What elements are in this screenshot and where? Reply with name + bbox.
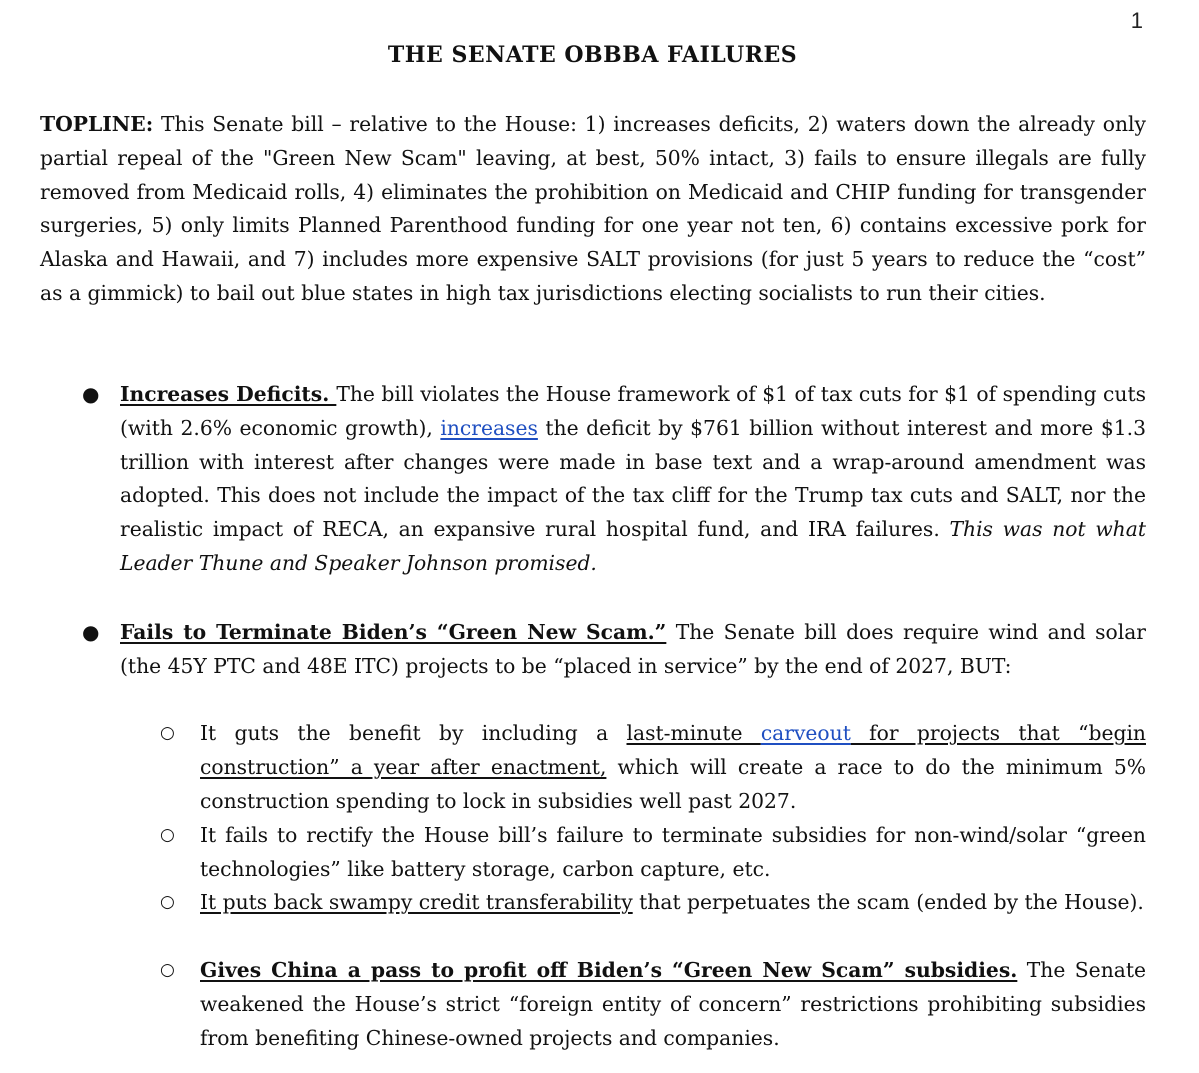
sub-item-underlined-text: for projects that “begin construction” a year after enactment, <box>200 721 1146 779</box>
sub-item-green-technologies: It fails to rectify the House bill’s failure to terminate subsidies for non-wind/solar “green technologies” like battery storage, carbon capture, etc. <box>200 823 1146 881</box>
topline-paragraph <box>40 108 1146 311</box>
sub-item-underlined-text: last-minute <box>626 721 761 745</box>
sub-item-carveout <box>200 717 1146 818</box>
sub-item-text: which will create a race to do the minimum 5% construction spending to lock in subsidies well past 2027. <box>200 754 1147 813</box>
topline-text: This Senate bill – relative to the House: 1) increases deficits, 2) waters down the already only partial repeal of the "Green New Scam" leaving, at best, 50% intact, 3) fails to ensure illegals are fully removed from Medicaid rolls, 4) eliminates the prohibition on Medicaid and CHIP funding for transgender surgeries, 5) only limits Planned Parenthood funding for one year not ten, 6) contains excessive pork for Alaska and Hawaii, and 7) includes more expensive SALT provisions (for just 5 years to reduce the “cost” as a gimmick) to bail out blue states in high tax jurisdictions electing socialists to run their cities. <box>40 112 1146 305</box>
sub-item-heading: Gives China a pass to profit off Biden’s “Green New Scam” subsidies. <box>200 958 1018 982</box>
bullet-text: The bill violates the House framework of $1 of tax cuts for $1 of spending cuts (with 2.6% economic growth), <box>120 382 1147 440</box>
bullet-green-new-scam <box>120 616 1146 684</box>
sub-item-text: It guts the benefit by including a <box>200 721 627 745</box>
sub-item-china-pass <box>200 954 1146 1055</box>
bullet-disc-icon: ● <box>82 382 100 406</box>
sub-bullet-circle-icon: ○ <box>160 825 175 845</box>
sub-bullet-circle-icon: ○ <box>160 723 175 743</box>
carveout-link[interactable]: carveout <box>760 721 851 745</box>
sub-item-transferability <box>200 886 1146 920</box>
page-number: 1 <box>1130 8 1143 33</box>
bullet-increases-deficits <box>120 378 1146 581</box>
bullet-heading: Increases Deficits. <box>120 382 337 406</box>
document-title: THE SENATE OBBBA FAILURES <box>387 42 798 68</box>
sub-bullet-circle-icon: ○ <box>160 892 175 912</box>
sub-item-text: that perpetuates the scam (ended by the House). <box>632 890 1144 914</box>
sub-bullet-circle-icon: ○ <box>160 960 175 980</box>
increases-link[interactable]: increases <box>440 415 538 440</box>
bullet-italic-text: This was not what Leader Thune and Speaker Johnson promised. <box>120 517 1146 575</box>
sub-item-underlined-text: It puts back swampy credit transferability <box>200 890 633 914</box>
bullet-text: the deficit by $761 billion without interest and more $1.3 trillion with interest after changes were made in base text and a wrap-around amendment was adopted. This does not include the impact of the tax cliff for the Trump tax cuts and SALT, nor the realistic impact of RECA, an expansive rural hospital fund, and IRA failures. <box>120 415 1146 542</box>
topline-label: TOPLINE: <box>40 112 154 136</box>
bullet-text: The Senate bill does require wind and solar (the 45Y PTC and 48E ITC) projects to be “placed in service” by the end of 2027, BUT: <box>120 620 1146 678</box>
sub-item-text: The Senate weakened the House’s strict “foreign entity of concern” restrictions prohibiting subsidies from benefiting Chinese-owned projects and companies. <box>200 958 1146 1050</box>
bullet-disc-icon: ● <box>82 620 100 644</box>
bullet-heading: Fails to Terminate Biden’s “Green New Scam.” <box>120 620 667 644</box>
